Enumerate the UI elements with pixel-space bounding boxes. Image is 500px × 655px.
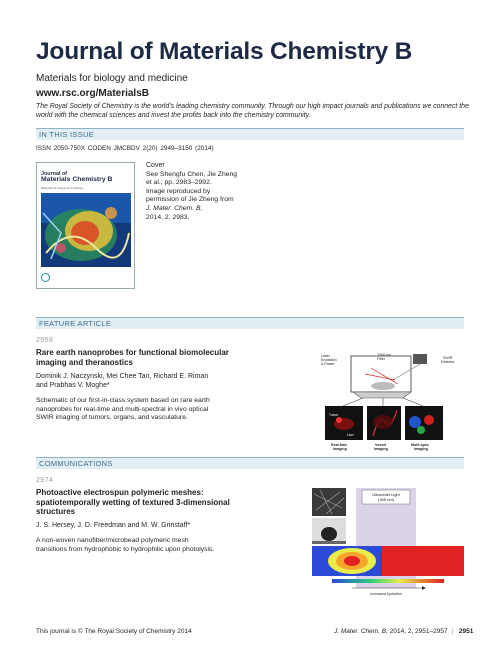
- svg-text:Imaging: Imaging: [374, 447, 388, 451]
- section-bar-communications: [36, 457, 464, 469]
- communications-figure: [312, 488, 464, 602]
- feature-figure: [303, 350, 463, 460]
- svg-text:Imaging: Imaging: [333, 447, 347, 451]
- journal-blurb: The Royal Society of Chemistry is the world's leading chemistry community. Through our high impact journals and publications we connect the world with the chemical sciences and invest the profits back into the chemistry community.: [36, 103, 469, 119]
- article-summary: A non-woven nanofiber/microbead polymeric mesh transitions from hydrophobic to hydrophilic upon photolysis.: [36, 537, 215, 553]
- svg-text:Tumor: Tumor: [329, 413, 339, 417]
- svg-text:(365 nm): (365 nm): [377, 497, 395, 502]
- svg-text:Ultraviolet Light: Ultraviolet Light: [372, 492, 400, 497]
- article-summary: Schematic of our first-in-class system based on rare earth nanoprobes for real-time and multi-spectral in vivo optical SWIR imaging of tumors, organs, and vasculature.: [36, 397, 210, 422]
- svg-text:Vessel: Vessel: [375, 443, 387, 447]
- footer-copyright: This journal is © The Royal Society of Chemistry 2014: [36, 628, 192, 635]
- svg-text:Detector: Detector: [441, 360, 455, 364]
- journal-url[interactable]: www.rsc.org/MaterialsB: [36, 88, 149, 99]
- article-title[interactable]: Photoactive electrospun polymeric meshes: spatiotemporally wetting of textured 3-dimensional structures: [36, 488, 230, 517]
- svg-text:Excitation: Excitation: [321, 358, 337, 362]
- article-authors: Dominik J. Naczynski, Mei Chee Tan, Richard E. Riman and Prabhas V. Moghe*: [36, 373, 209, 389]
- article-authors: J. S. Hersey, J. D. Freedman and M. W. Grinstaff*: [36, 522, 191, 529]
- svg-text:1000 nm: 1000 nm: [377, 353, 391, 357]
- section-bar-feature-article: [36, 317, 464, 329]
- article-page-number: 2974: [36, 477, 54, 484]
- svg-text:Laser: Laser: [321, 354, 330, 358]
- issn-line: ISSN 2050-750X CODEN JMCBDV 2(20) 2949–3150 (2014): [36, 145, 214, 152]
- svg-text:Real-time: Real-time: [331, 443, 348, 447]
- svg-text:& Power: & Power: [321, 362, 335, 366]
- journal-title: Journal of Materials Chemistry B: [36, 38, 413, 65]
- section-bar-in-this-issue: [36, 128, 464, 140]
- svg-text:SWIR: SWIR: [443, 356, 453, 360]
- section-heading: FEATURE ARTICLE: [39, 319, 112, 328]
- section-heading: COMMUNICATIONS: [39, 459, 113, 468]
- journal-subtitle: Materials for biology and medicine: [36, 73, 188, 84]
- svg-text:Liver: Liver: [347, 433, 354, 437]
- article-title[interactable]: Rare earth nanoprobes for functional biomolecular imaging and theranostics: [36, 348, 229, 367]
- footer-page-number: 2951: [458, 628, 474, 635]
- cover-journal-title: Journal of Materials Chemistry B: [41, 171, 113, 183]
- article-page-number: 2958: [36, 337, 54, 344]
- cover-image[interactable]: [36, 162, 135, 289]
- cover-subtitle: Materials for biology and medicine: [41, 186, 84, 190]
- svg-text:Filter: Filter: [377, 357, 385, 361]
- cover-artwork: [41, 193, 131, 267]
- section-heading: IN THIS ISSUE: [39, 130, 95, 139]
- svg-text:Imaging: Imaging: [414, 447, 428, 451]
- rsc-logo-icon: [41, 273, 50, 282]
- svg-text:Multi-spec: Multi-spec: [411, 443, 429, 447]
- cover-caption: Cover See Shengfu Chen, Jie Zheng et al., pp. 2983–2992. Image reproduced by permission of Jie Zheng from J. Mater. Chem. B, 2014, 2, 2983.: [146, 162, 238, 221]
- svg-text:Increased hydration: Increased hydration: [370, 592, 402, 596]
- footer-citation: J. Mater. Chem. B, 2014, 2, 2951–2957 | 2951: [334, 628, 474, 635]
